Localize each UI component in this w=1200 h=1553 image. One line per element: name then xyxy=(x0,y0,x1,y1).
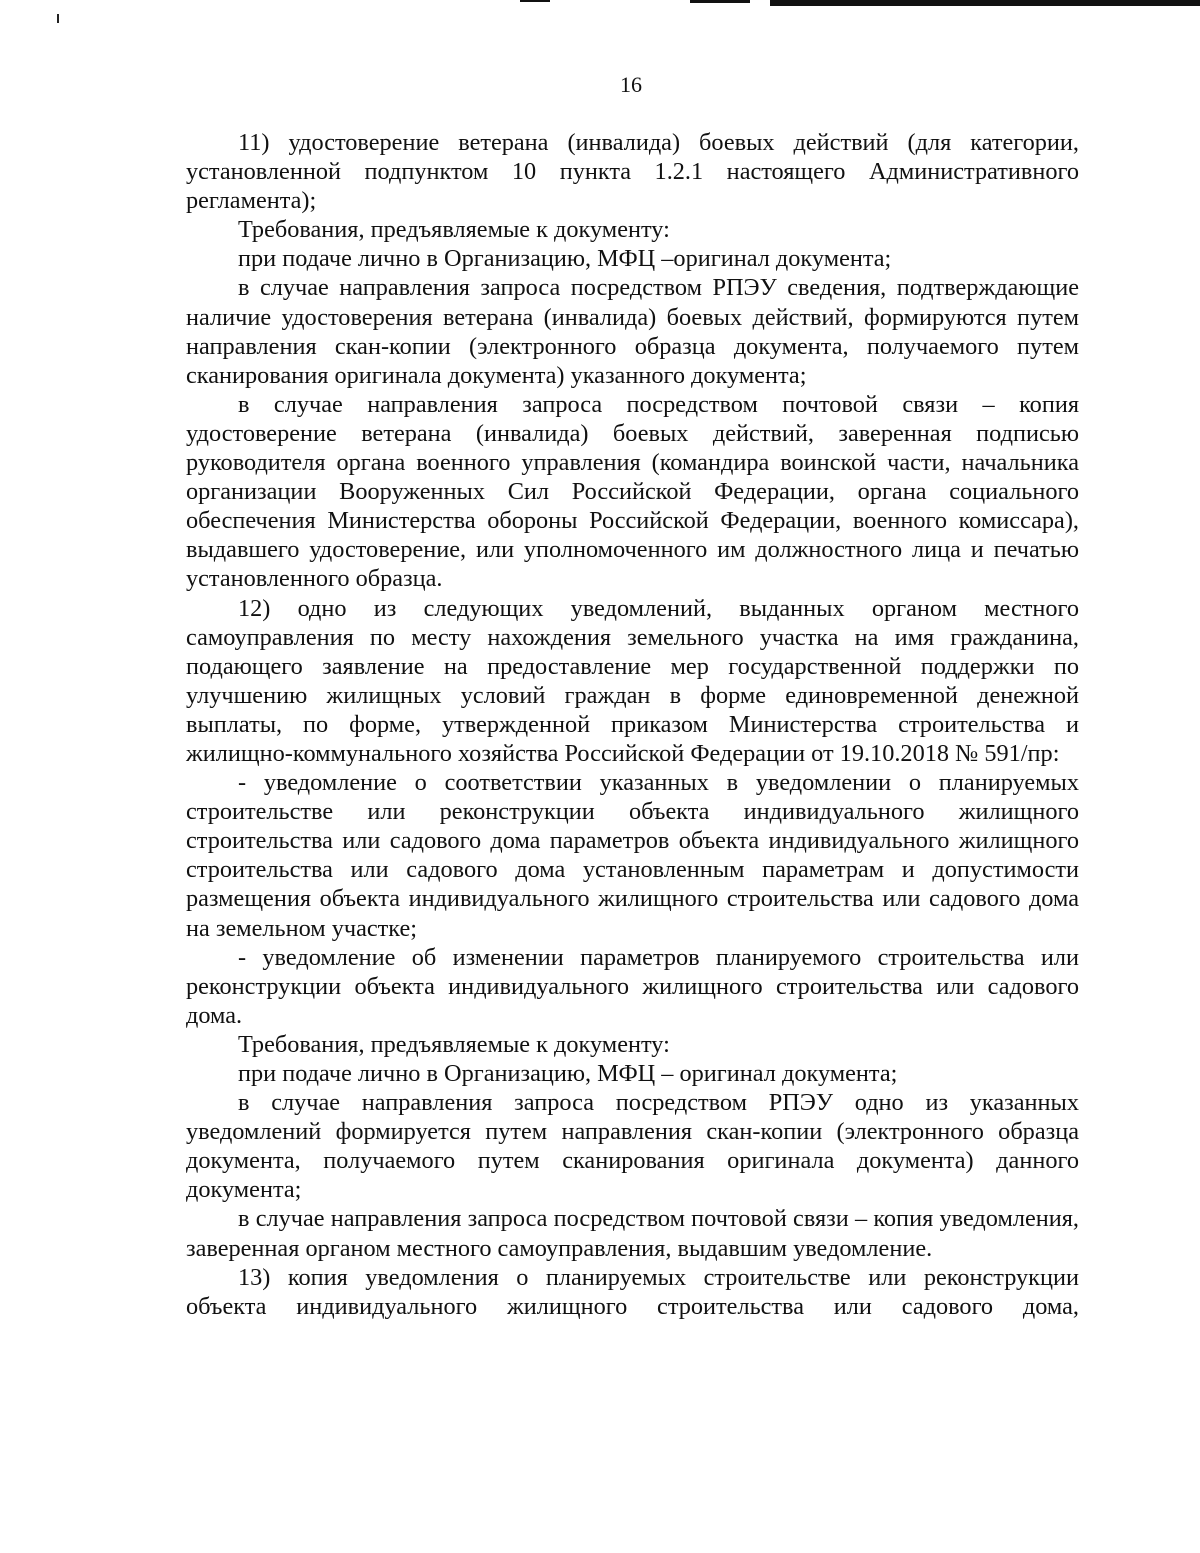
requirements-heading: Требования, предъявляемые к документу: xyxy=(238,216,670,244)
scan-edge-mark xyxy=(520,0,550,2)
paragraph-in-person: при подаче лично в Организацию, МФЦ –оригинал документа; xyxy=(238,245,892,273)
paragraph-in-person: при подаче лично в Организацию, МФЦ – оригинал документа; xyxy=(238,1060,898,1087)
scan-edge-mark xyxy=(770,0,1200,6)
scan-speck xyxy=(57,14,59,23)
document-body xyxy=(186,128,1079,1321)
scan-edge-mark xyxy=(690,0,750,3)
paragraph-item-11: 11) удостоверение ветерана (инвалида) боевых действий (для категории, установленной подпунктом 10 пункта 1.2.1 настоящего Административного регламента); xyxy=(186,129,1079,215)
requirements-heading: Требования, предъявляемые к документу: xyxy=(238,1030,670,1058)
paragraph-notice-change: - уведомление об изменении параметров планируемого строительства или реконструкции объекта индивидуального жилищного строительства или садового дома. xyxy=(186,943,1079,1029)
paragraph-rpeu: в случае направления запроса посредством РПЭУ одно из указанных уведомлений формируется путем направления скан-копии (электронного образца документа, получаемого путем сканирования оригинала документа) данного документа; xyxy=(186,1089,1079,1204)
paragraph-item-13: 13) копия уведомления о планируемых строительстве или реконструкции объекта индивидуального жилищного строительства или садового дома, xyxy=(186,1263,1079,1320)
paragraph-postal: в случае направления запроса посредством почтовой связи – копия уведомления, заверенная органом местного самоуправления, выдавшим уведомление. xyxy=(186,1205,1079,1262)
paragraph-item-12: 12) одно из следующих уведомлений, выданных органом местного самоуправления по месту нахождения земельного участка на имя гражданина, подающего заявление на предоставление мер государственной поддержки по улучшению жилищных условий граждан в форме единовременной денежной выплаты, по форме, утвержденной приказом Министерства строительства и жилищно-коммунального хозяйства Российской Федерации от 19.10.2018 № 591/пр: xyxy=(186,594,1079,767)
page-number: 16 xyxy=(620,72,642,97)
paragraph-notice-compliance: - уведомление о соответствии указанных в уведомлении о планируемых строительстве или реконструкции объекта индивидуального жилищного строительства или садового дома параметров объекта индивидуального жилищного строительства или садового дома установленным параметрам и допустимости размещения объекта индивидуального жилищного строительства или садового дома на земельном участке; xyxy=(186,769,1079,942)
paragraph-rpeu: в случае направления запроса посредством РПЭУ сведения, подтверждающие наличие удостоверения ветерана (инвалида) боевых действий, формируются путем направления скан-копии (электронного образца документа, получаемого путем сканирования оригинала документа) указанного документа; xyxy=(186,274,1079,389)
paragraph-postal: в случае направления запроса посредством почтовой связи – копия удостоверение ветерана (инвалида) боевых действий, заверенная подписью руководителя органа военного управления (командира воинской части, начальника организации Вооруженных Сил Российской Федерации, органа социального обеспечения Министерства обороны Российской Федерации, военного комиссара), выдавшего удостоверение, или уполномоченного им должностного лица и печатью установленного образца. xyxy=(186,390,1079,593)
